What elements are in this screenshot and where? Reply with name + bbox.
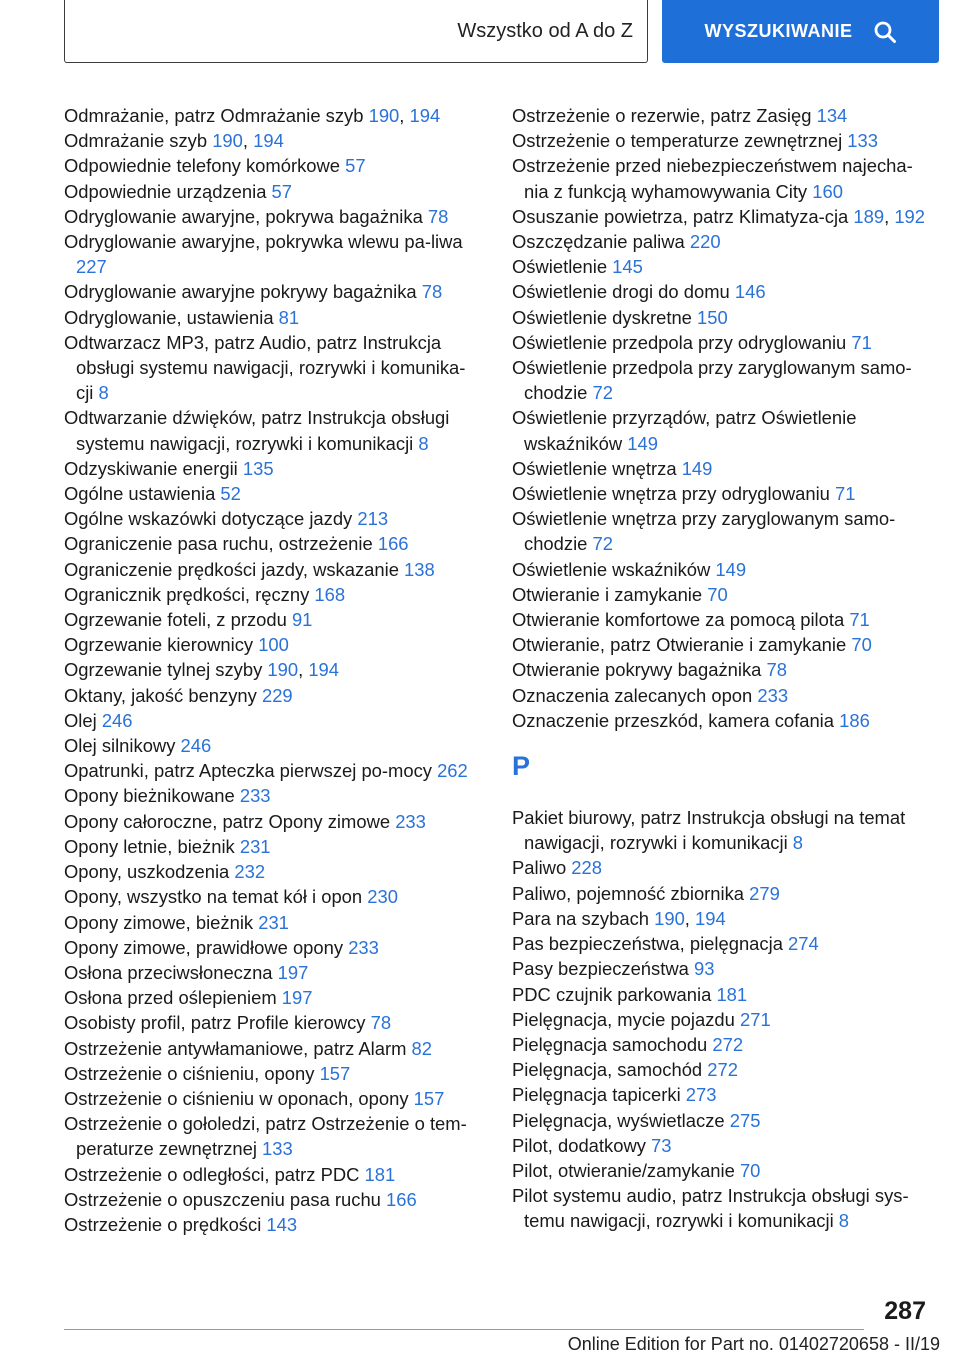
page-link[interactable]: 197 [281,987,313,1009]
footer-divider [64,1329,864,1330]
index-entry: Osuszanie powietrza, patrz Klimatyza‐cja 189, 192 [512,205,925,227]
page-link[interactable]: 78 [427,205,449,227]
index-entry-text: Ostrzeżenie o ciśnieniu, opony [64,1062,320,1084]
index-entry [512,456,932,481]
page-link[interactable]: 52 [220,483,241,505]
index-entry: Odmrażanie szyb 190, 194 [64,130,284,152]
index-entry-text: Osłona przeciwsłoneczna [64,961,278,983]
index-entry-text: Pas bezpieczeństwa, pielęgnacja [512,933,789,955]
page-link[interactable]: 146 [734,281,766,303]
index-entry [64,1036,482,1061]
index-entry [512,481,932,506]
index-entry [512,1133,932,1158]
index-entry [512,229,932,254]
index-entry [64,1162,482,1187]
index-entry [512,330,932,355]
index-entry [512,1183,932,1233]
index-entry [512,881,932,906]
index-tab-label: Wszystko od A do Z [457,19,633,42]
index-entry-text: Pilot, otwieranie/zamykanie [512,1159,740,1181]
search-button-label: WYSZUKIWANIE [704,21,853,41]
index-entry-text: Opony zimowe, prawidłowe opony [64,936,349,958]
index-entry [512,279,932,304]
page-link[interactable]: 227 [76,256,107,278]
index-column-right [512,103,932,1234]
index-entry [64,229,482,279]
index-entry [64,809,482,834]
index-entry-text: Ostrzeżenie o opuszczeniu pasa ruchu [64,1188,387,1210]
index-entry-text: Oświetlenie przedpola przy odryglowaniu [512,331,852,353]
index-entry [512,103,932,128]
index-entry [64,582,482,607]
page-link[interactable]: 230 [367,886,398,908]
index-entry [64,783,482,808]
index-tab[interactable] [64,0,648,63]
page-link[interactable]: 72 [592,533,613,555]
page-link[interactable]: 71 [835,483,856,505]
page-link[interactable]: 190 [212,130,243,152]
index-entry-text: Osobisty profil, patrz Profile kierowcy [64,1012,371,1034]
index-entry-text: Para na szybach [512,907,655,929]
index-entry-text: Ostrzeżenie antywłamaniowe, patrz Alarm [64,1037,412,1059]
index-entry [64,1187,482,1212]
index-entry [64,1111,482,1161]
index-entry-text: PDC czujnik parkowania [512,983,717,1005]
index-entry [512,607,932,632]
page-link[interactable]: 233 [395,810,426,832]
index-entry [512,405,932,455]
page-link[interactable]: 228 [571,857,602,879]
index-entry-text: Paliwo [512,857,572,879]
page-link[interactable]: 213 [357,508,389,530]
page-link[interactable]: 194 [308,659,340,681]
page-link[interactable]: 93 [693,958,715,980]
index-entry-text: Ograniczenie pasa ruchu, ostrzeżenie [64,533,378,555]
page-link[interactable]: 275 [729,1109,761,1131]
index-entry [512,1108,932,1133]
index-entry [512,582,932,607]
index-entry-text: Odpowiednie telefony komórkowe [64,155,346,177]
page-link[interactable]: 143 [266,1213,298,1235]
index-entry-text: Otwieranie pokrywy bagażnika [512,659,767,681]
page-link[interactable]: 149 [681,457,713,479]
page-link[interactable]: 70 [739,1159,761,1181]
page-link[interactable]: 157 [413,1087,445,1109]
index-entry-text: Olej [64,709,102,731]
index-entry [64,960,482,985]
page-number: 287 [884,1297,926,1325]
index-entry [64,405,482,455]
footer-edition-text: Online Edition for Part no. 01402720658 - II/19 [567,1334,940,1354]
index-entry-text: Ogranicznik prędkości, ręczny [64,583,315,605]
index-entry [64,481,482,506]
index-entry: Odmrażanie, patrz Odmrażanie szyb 190, 194 [64,105,441,126]
index-entry-text: Oznaczenie przeszkód, kamera cofania [512,709,840,731]
index-entry-text: Opony zimowe, bieżnik [64,911,259,933]
index-entry [512,657,932,682]
page-link[interactable]: 233 [757,684,789,706]
index-entry-text: Ostrzeżenie o rezerwie, patrz Zasięg [512,105,817,126]
index-entry [512,1082,932,1107]
index-entry-text: Pielęgnacja, mycie pojazdu [512,1008,740,1030]
index-entry-text: Ostrzeżenie o temperaturze zewnętrznej [512,130,848,152]
index-entry-text: Ostrzeżenie o prędkości [64,1213,267,1235]
page-link[interactable]: 273 [685,1084,717,1106]
page-link[interactable]: 233 [239,785,271,807]
index-entry [512,982,932,1007]
index-entry-text: Odryglowanie awaryjne, pokrywka wlewu pa‐liwa [64,231,463,253]
page-link[interactable]: 78 [766,659,787,681]
page-link[interactable]: 194 [253,130,284,152]
index-entry [512,683,932,708]
index-entry [512,931,932,956]
index-entry [512,708,932,733]
index-entry-text: Oktany, jakość benzyny [64,684,262,706]
index-entry-text: Odmrażanie, patrz Odmrażanie szyb [64,105,369,126]
page-link[interactable]: 190 [368,105,400,126]
page-link[interactable]: 71 [851,331,872,353]
index-entry-text: Pilot systemu audio, patrz Instrukcja obsługi sys‐temu nawigacji, rozrywki i komunikacji [512,1185,909,1232]
page-link[interactable]: 82 [411,1037,432,1059]
index-entry-text: Opony, uszkodzenia [64,861,235,883]
page-link[interactable]: 166 [377,533,409,555]
index-entry-text: Ogrzewanie tylnej szyby [64,659,268,681]
page-link[interactable]: 71 [849,609,870,631]
index-entry-text: Otwieranie, patrz Otwieranie i zamykanie [512,634,852,656]
index-entry [64,179,482,204]
index-entry [64,708,482,733]
page-link[interactable]: 160 [812,180,843,202]
index-entry-text: Ogólne wskazówki dotyczące jazdy [64,508,358,530]
page-link[interactable]: 279 [749,882,780,904]
index-entry-text: Otwieranie komfortowe za pomocą pilota [512,609,850,631]
page-link[interactable]: 78 [370,1012,392,1034]
page-link[interactable]: 189 [853,205,885,227]
page-link[interactable]: 138 [404,558,435,580]
index-entry [512,506,932,556]
page-link[interactable]: 57 [345,155,366,177]
index-entry [64,910,482,935]
index-entry [64,935,482,960]
index-entry-text: Pakiet biurowy, patrz Instrukcja obsługi na temat nawigacji, rozrywki i komunikacji [512,807,906,854]
page-link[interactable]: 220 [689,231,721,253]
index-entry [512,805,932,855]
index-entry [64,279,482,304]
index-entry [512,1007,932,1032]
index-entry [64,305,482,330]
page-link[interactable]: 197 [277,961,309,983]
index-entry-text: Paliwo, pojemność zbiornika [512,882,750,904]
index-entry [512,1057,932,1082]
index-entry [64,1086,482,1111]
index-entry [512,254,932,279]
index-entry [512,153,932,203]
index-entry [64,683,482,708]
page-link[interactable]: 194 [409,105,441,126]
page-link[interactable]: 231 [258,911,289,933]
index-entry [64,1061,482,1086]
index-entry-text: Pasy bezpieczeństwa [512,958,694,980]
index-entry-text: Oświetlenie wnętrza przy odryglowaniu [512,483,836,505]
index-entry [512,855,932,880]
page-link[interactable]: 8 [838,1210,850,1232]
index-entry-text: Pilot, dodatkowy [512,1134,652,1156]
index-entry-text: Oświetlenie [512,256,613,278]
page-link[interactable]: 100 [258,634,289,656]
page-link[interactable]: 166 [386,1188,417,1210]
page-link[interactable]: 150 [697,306,728,328]
page-link[interactable]: 168 [314,583,346,605]
index-entry: Ogrzewanie tylnej szyby 190, 194 [64,659,340,681]
page-link[interactable]: 192 [894,205,925,227]
page-link[interactable]: 57 [271,180,293,202]
index-entry-text: Otwieranie i zamykanie [512,583,708,605]
page-link[interactable]: 70 [707,583,728,605]
page-link[interactable]: 134 [816,105,848,126]
page-link[interactable]: 78 [421,281,443,303]
page-link[interactable]: 272 [712,1033,744,1055]
index-entry [64,506,482,531]
index-entry-text: Pielęgnacja, wyświetlacze [512,1109,730,1131]
index-entry-text: Pielęgnacja, samochód [512,1059,708,1081]
index-entry [512,557,932,582]
index-entry [64,1212,482,1237]
page-link[interactable]: 181 [716,983,748,1005]
page-link[interactable]: 232 [234,861,266,883]
index-entry-text: Ostrzeżenie o odległości, patrz PDC [64,1163,365,1185]
page-link[interactable]: 133 [847,130,878,152]
index-entry: Para na szybach 190, 194 [512,907,726,929]
index-entry-text: Opony bieżnikowane [64,785,240,807]
index-entry-text: Osuszanie powietrza, patrz Klimatyza‐cja [512,205,854,227]
index-entry [512,1158,932,1183]
index-entry-text: Odzyskiwanie energii [64,457,243,479]
index-entry-text: Odtwarzanie dźwięków, patrz Instrukcja obsługi systemu nawigacji, rozrywki i komunikacji [64,407,450,454]
index-entry [512,1032,932,1057]
index-entry-text: Ogrzewanie foteli, z przodu [64,609,292,631]
page-link[interactable]: 246 [180,735,212,757]
page-link[interactable]: 262 [437,760,468,782]
index-column-left [64,103,482,1237]
page-link[interactable]: 145 [612,256,643,278]
index-entry [64,632,482,657]
index-entry [64,859,482,884]
section-letter: P [512,751,531,782]
index-entry-text: Opony, wszystko na temat kół i opon [64,886,368,908]
index-entry-text: Odryglowanie awaryjne pokrywy bagażnika [64,281,422,303]
index-entry-text: Oświetlenie przedpola przy zaryglowanym samo‐chodzie [512,357,912,404]
index-entry [64,557,482,582]
search-icon [873,20,897,44]
index-entry-text: Oświetlenie wskaźników [512,558,716,580]
index-entry [512,305,932,330]
page-link[interactable]: 149 [627,432,658,454]
index-entry [64,758,482,783]
index-entry-text: Oświetlenie drogi do domu [512,281,735,303]
page-link[interactable]: 149 [715,558,747,580]
index-entry-text: Oświetlenie przyrządów, patrz Oświetlenie wskaźników [512,407,857,454]
index-entry [512,355,932,405]
page-link[interactable]: 246 [101,709,133,731]
index-entry [64,330,482,406]
index-entry [64,1010,482,1035]
page-link[interactable]: 231 [239,835,271,857]
index-entry-text: Oświetlenie dyskretne [512,306,698,328]
index-entry-text: Ogólne ustawienia [64,483,221,505]
page-link[interactable]: 271 [739,1008,771,1030]
page-link[interactable]: 274 [788,933,819,955]
index-entry-text: Opony letnie, bieżnik [64,835,240,857]
index-entry-text: Ograniczenie prędkości jazdy, wskazanie [64,558,405,580]
page-link[interactable]: 8 [418,432,429,454]
index-entry-text: Oznaczenia zalecanych opon [512,684,758,706]
page-link[interactable]: 229 [261,684,293,706]
index-entry-text: Pielęgnacja samochodu [512,1033,713,1055]
page-link[interactable]: 157 [319,1062,351,1084]
index-entry [64,531,482,556]
index-entry-text: Ogrzewanie kierownicy [64,634,259,656]
index-entry-text: Odryglowanie awaryjne, pokrywa bagażnika [64,205,428,227]
index-entry-text: Pielęgnacja tapicerki [512,1084,686,1106]
index-entry [512,632,932,657]
index-entry-text: Odmrażanie szyb [64,130,213,152]
page-link[interactable]: 91 [291,609,313,631]
page-link[interactable]: 190 [654,907,685,929]
page-link[interactable]: 8 [98,382,109,404]
index-entry [64,884,482,909]
page-link[interactable]: 81 [278,306,300,328]
index-entry-text: Opatrunki, patrz Apteczka pierwszej po‐mocy [64,760,438,782]
index-entry [64,834,482,859]
search-button[interactable] [662,0,939,63]
index-entry-text: Odtwarzacz MP3, patrz Audio, patrz Instrukcja obsługi systemu nawigacji, rozrywki i komunika‐cji [64,331,466,404]
index-entry [64,607,482,632]
index-entry [64,985,482,1010]
page-link[interactable]: 181 [364,1163,396,1185]
index-entry [512,956,932,981]
index-entry [64,733,482,758]
page-link[interactable]: 70 [851,634,872,656]
index-entry [64,153,482,178]
index-entry-text: Oświetlenie wnętrza przy zaryglowanym samo‐chodzie [512,508,896,555]
page-link[interactable]: 72 [592,382,613,404]
page-link[interactable]: 190 [267,659,299,681]
page-link[interactable]: 272 [707,1059,738,1081]
page-link[interactable]: 8 [792,832,804,854]
index-entry [64,204,482,229]
index-entry-text: Ostrzeżenie o ciśnieniu w oponach, opony [64,1087,414,1109]
index-entry [64,456,482,481]
index-entry-text: Oświetlenie wnętrza [512,457,682,479]
page-link[interactable]: 135 [242,457,274,479]
page-link[interactable]: 186 [839,709,870,731]
page-link[interactable]: 194 [695,907,726,929]
index-entry-text: Ostrzeżenie o gołoledzi, patrz Ostrzeżenie o tem‐peraturze zewnętrznej [64,1113,467,1160]
index-entry-text: Olej silnikowy [64,735,181,757]
index-entry-text: Osłona przed oślepieniem [64,987,282,1009]
page-link[interactable]: 233 [348,936,379,958]
index-entry [512,128,932,153]
page-link[interactable]: 73 [651,1134,672,1156]
page-link[interactable]: 133 [262,1138,293,1160]
index-entry-text: Opony całoroczne, patrz Opony zimowe [64,810,396,832]
index-entry-text: Oszczędzanie paliwa [512,231,690,253]
index-entry-text: Odpowiednie urządzenia [64,180,272,202]
index-entry-text: Ostrzeżenie przed niebezpieczeństwem najecha‐nia z funkcją wyhamowywania City [512,155,913,202]
index-entry-text: Odryglowanie, ustawienia [64,306,279,328]
